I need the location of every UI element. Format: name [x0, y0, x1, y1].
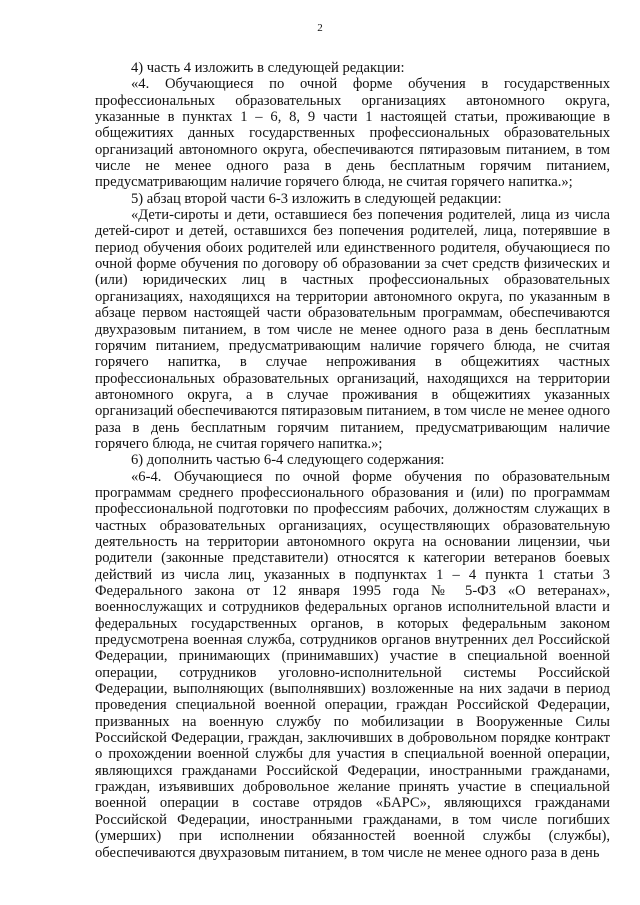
- page-number: 2: [317, 22, 323, 34]
- paragraph-item-5: 5) абзац второй части 6-3 изложить в следующей редакции:: [131, 190, 502, 207]
- paragraph-item-4: 4) часть 4 изложить в следующей редакции:: [131, 60, 405, 76]
- paragraph-item-6: 6) дополнить частью 6-4 следующего содержания:: [131, 452, 445, 469]
- paragraph-part-6-3-text: «Дети-сироты и дети, оставшиеся без попечения родителей, лица из числа детей-сирот и детей, оставшихся без попечения родителей, лица, потерявшие в период обучения обоих родителей или единственного родителя, обучающиеся по очной форме обучения по договору об образовании за счет средств физических и (или) юридических лиц в частных профессиональных образовательных организациях, находящихся на территории автономного округа, по указанным в абзаце первом настоящей части образовательным программам, обеспечиваются двухразовым питанием, в том числе не менее одного раза в день бесплатным горячим питанием, предусматривающим наличие горячего блюда, не считая горячего напитка, в случае непроживания в общежитиях частных профессиональных образовательных организаций, находящихся на территории автономного округа, а в случае проживания в общежитиях указанных организаций обеспечиваются пятиразовым питанием, в том числе не менее одного раза в день бесплатным горячим питанием, предусматривающим наличие горячего блюда, не считая горячего напитка.»;: [95, 207, 610, 452]
- document-body: [95, 60, 610, 861]
- paragraph-part-4-text: «4. Обучающиеся по очной форме обучения в государственных профессиональных образовательных организациях автономного округа, указанные в пунктах 1 – 6, 8, 9 части 1 настоящей статьи, проживающие в общежитиях данных государственных профессиональных образовательных организаций автономного округа, обеспечиваются пятиразовым питанием, в том числе не менее одного раза в день бесплатным горячим питанием, предусматривающим наличие горячего блюда, не считая горячего напитка.»;: [95, 76, 610, 191]
- paragraph-part-6-4-text: «6-4. Обучающиеся по очной форме обучения по образовательным программам среднего профессионального образования и (или) по программам профессиональной подготовки по профессиям рабочих, должностям служащих в частных образовательных организациях, осуществляющих образовательную деятельность на территории автономного округа на основании лицензии, чьи родители (законные представители) относятся к категории ветеранов боевых действий из числа лиц, указанных в подпунктах 1 – 4 пункта 1 статьи 3 Федерального закона от 12 января 1995 года № 5-ФЗ «О ветеранах», военнослужащих и сотрудников федеральных органов исполнительной власти и федеральных государственных органов, в которых федеральным законом предусмотрена военная служба, сотрудников органов внутренних дел Российской Федерации, принимающих (принимавших) участие в специальной военной операции, сотрудников уголовно-исполнительной системы Российской Федерации, выполняющих (выполнявших) возложенные на них задачи в период проведения специальной военной операции, граждан Российской Федерации, призванных на военную службу по мобилизации в Вооруженные Силы Российской Федерации, граждан, заключивших в добровольном порядке контракт о прохождении военной службы для участия в специальной военной операции, являющихся гражданами Российской Федерации, иностранными гражданами, граждан, изъявивших добровольное желание принять участие в специальной военной операции в составе отрядов «БАРС», являющихся гражданами Российской Федерации, иностранными гражданами, в том числе погибших (умерших) при исполнении обязанностей военной службы (службы), обеспечиваются двухразовым питанием, в том числе не менее одного раза в день: [95, 468, 610, 861]
